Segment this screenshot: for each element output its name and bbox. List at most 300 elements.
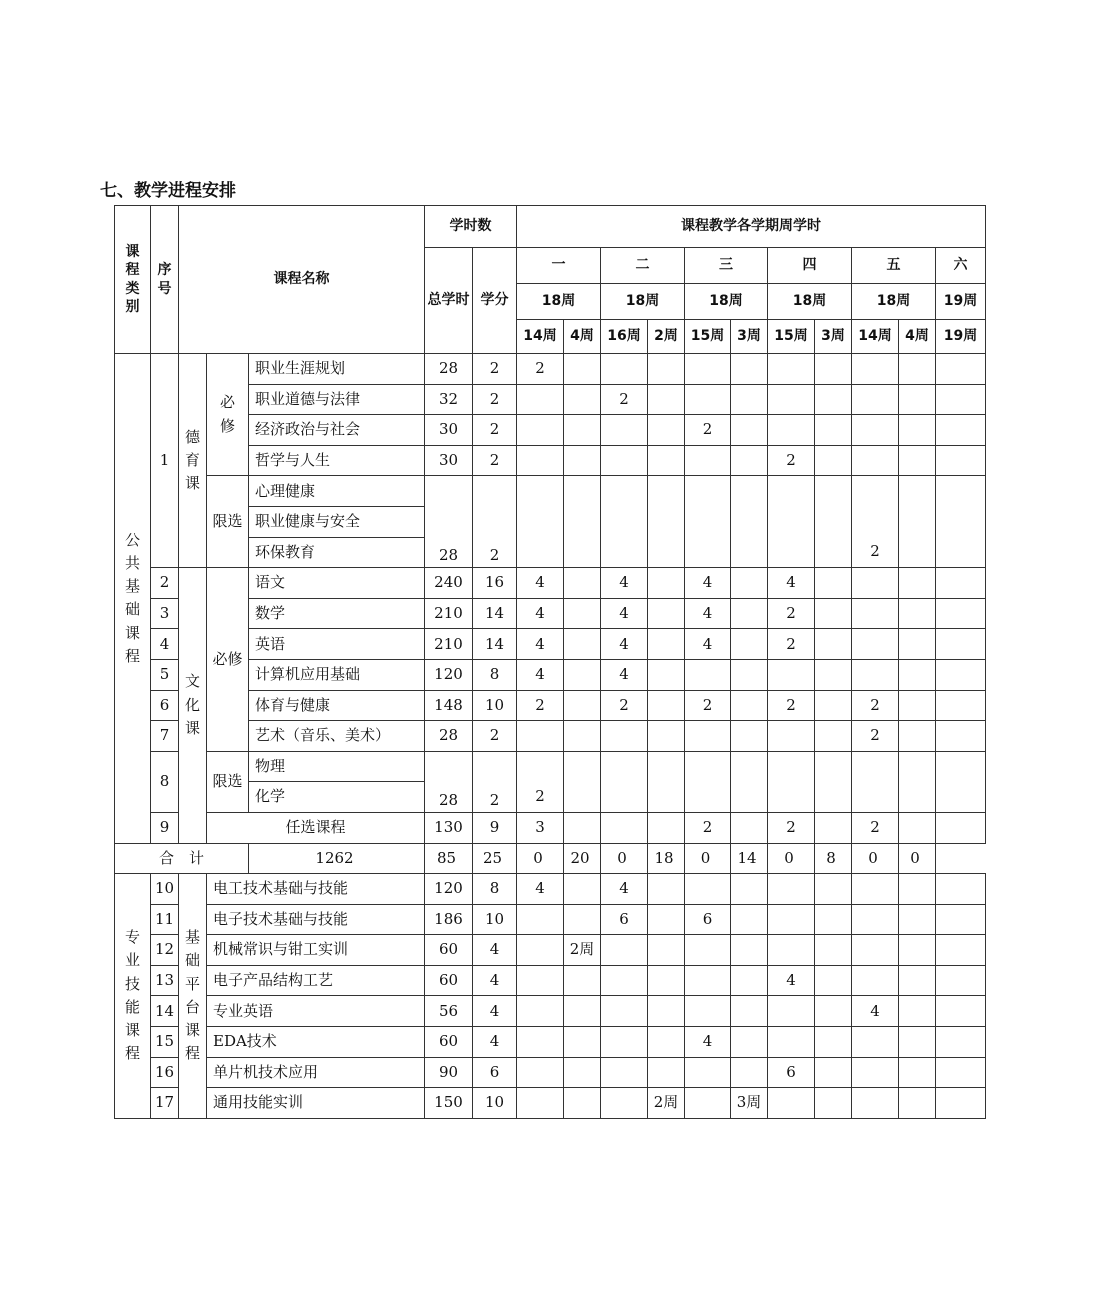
- weekly-hours-cell: [648, 659, 685, 690]
- weekly-hours-cell: [731, 384, 768, 415]
- weekly-hours-cell: 2周: [564, 935, 601, 966]
- weekly-hours-cell: [768, 537, 815, 568]
- weekly-hours-cell: [731, 537, 768, 568]
- seq-cell: 1: [151, 354, 179, 568]
- weekly-hours-cell: [648, 537, 685, 568]
- weekly-hours-cell: [852, 506, 899, 537]
- weekly-hours-cell: [685, 354, 731, 385]
- subtotal-weekly-cell: 18: [648, 843, 685, 874]
- weekly-hours-cell: [648, 751, 685, 782]
- group-culture: 文化课: [179, 568, 207, 843]
- weekly-hours-cell: [936, 935, 986, 966]
- header-semester-weeks: 18周: [768, 284, 852, 320]
- header-semester: 五: [852, 248, 936, 284]
- total-hours: 32: [425, 384, 473, 415]
- weekly-hours-cell: [685, 384, 731, 415]
- total-hours: 148: [425, 690, 473, 721]
- weekly-hours-cell: [564, 354, 601, 385]
- weekly-hours-cell: 4: [768, 965, 815, 996]
- weekly-hours-cell: [899, 1088, 936, 1119]
- course-name: 通用技能实训: [207, 1088, 425, 1119]
- course-name: 电子产品结构工艺: [207, 965, 425, 996]
- weekly-hours-cell: [517, 415, 564, 446]
- weekly-hours-cell: [899, 965, 936, 996]
- subtotal-weekly-cell: 14: [731, 843, 768, 874]
- weekly-hours-cell: 6: [601, 904, 648, 935]
- weekly-hours-cell: [815, 1027, 852, 1058]
- weekly-hours-cell: [936, 598, 986, 629]
- weekly-hours-cell: [731, 1027, 768, 1058]
- weekly-hours-cell: [852, 935, 899, 966]
- weekly-hours-cell: [899, 506, 936, 537]
- course-name: 语文: [249, 568, 425, 599]
- total-hours: 28: [425, 751, 473, 812]
- credits: 10: [473, 1088, 517, 1119]
- weekly-hours-cell: [731, 996, 768, 1027]
- total-hours: 60: [425, 965, 473, 996]
- weekly-hours-cell: 2: [601, 384, 648, 415]
- header-total-hours: 总学时: [425, 248, 473, 354]
- weekly-hours-cell: [899, 445, 936, 476]
- weekly-hours-cell: [601, 415, 648, 446]
- weekly-hours-cell: [731, 904, 768, 935]
- seq-cell: 6: [151, 690, 179, 721]
- weekly-hours-cell: [899, 996, 936, 1027]
- weekly-hours-cell: [768, 1088, 815, 1119]
- weekly-hours-cell: [517, 721, 564, 752]
- weekly-hours-cell: [731, 935, 768, 966]
- weekly-hours-cell: 2: [852, 537, 899, 568]
- weekly-hours-cell: [564, 996, 601, 1027]
- total-hours: 150: [425, 1088, 473, 1119]
- header-semester-weeks: 18周: [517, 284, 601, 320]
- weekly-hours-cell: [601, 506, 648, 537]
- weekly-hours-cell: [731, 690, 768, 721]
- weekly-hours-cell: [815, 598, 852, 629]
- weekly-hours-cell: [648, 782, 685, 813]
- subtotal-weekly-cell: 0: [899, 843, 936, 874]
- type-required: 必修: [207, 568, 249, 752]
- weekly-hours-cell: [815, 751, 852, 782]
- header-sub-weeks: 15周: [685, 320, 731, 354]
- weekly-hours-cell: [815, 874, 852, 905]
- weekly-hours-cell: [936, 537, 986, 568]
- weekly-hours-cell: [517, 506, 564, 537]
- weekly-hours-cell: [936, 384, 986, 415]
- weekly-hours-cell: [517, 476, 564, 507]
- weekly-hours-cell: [731, 874, 768, 905]
- weekly-hours-cell: [601, 1027, 648, 1058]
- weekly-hours-cell: [815, 996, 852, 1027]
- weekly-hours-cell: [731, 812, 768, 843]
- weekly-hours-cell: [899, 935, 936, 966]
- weekly-hours-cell: [852, 782, 899, 813]
- total-hours: 30: [425, 415, 473, 446]
- course-name: 职业健康与安全: [249, 506, 425, 537]
- weekly-hours-cell: [564, 537, 601, 568]
- credits: 6: [473, 1057, 517, 1088]
- weekly-hours-cell: [601, 721, 648, 752]
- group-platform: 基础平台课程: [179, 874, 207, 1119]
- credits: 2: [473, 354, 517, 385]
- weekly-hours-cell: [601, 965, 648, 996]
- weekly-hours-cell: [564, 904, 601, 935]
- subtotal-weekly-cell: 8: [815, 843, 852, 874]
- weekly-hours-cell: [768, 384, 815, 415]
- weekly-hours-cell: [731, 965, 768, 996]
- table-row: [115, 935, 986, 966]
- weekly-hours-cell: [648, 384, 685, 415]
- weekly-hours-cell: [731, 721, 768, 752]
- total-hours: 28: [425, 476, 473, 568]
- weekly-hours-cell: [899, 751, 936, 782]
- weekly-hours-cell: 4: [768, 568, 815, 599]
- weekly-hours-cell: [768, 782, 815, 813]
- weekly-hours-cell: [768, 1027, 815, 1058]
- weekly-hours-cell: [564, 476, 601, 507]
- table-row: [115, 751, 986, 782]
- header-sub-weeks: 19周: [936, 320, 986, 354]
- weekly-hours-cell: 4: [601, 568, 648, 599]
- total-hours: 240: [425, 568, 473, 599]
- weekly-hours-cell: [852, 1027, 899, 1058]
- course-name: 环保教育: [249, 537, 425, 568]
- weekly-hours-cell: 3: [517, 812, 564, 843]
- credits: 10: [473, 904, 517, 935]
- weekly-hours-cell: [768, 354, 815, 385]
- weekly-hours-cell: [731, 445, 768, 476]
- weekly-hours-cell: [899, 384, 936, 415]
- seq-cell: 3: [151, 598, 179, 629]
- course-name: 化学: [249, 782, 425, 813]
- weekly-hours-cell: [517, 935, 564, 966]
- type-required: 必修: [207, 354, 249, 476]
- weekly-hours-cell: [815, 904, 852, 935]
- weekly-hours-cell: 2: [517, 782, 564, 813]
- weekly-hours-cell: [648, 874, 685, 905]
- subtotal-weekly-cell: 0: [852, 843, 899, 874]
- weekly-hours-cell: [936, 965, 986, 996]
- subtotal-weekly-cell: 0: [601, 843, 648, 874]
- weekly-hours-cell: [648, 598, 685, 629]
- subtotal-total-hours: 1262: [249, 843, 425, 874]
- weekly-hours-cell: [601, 1088, 648, 1119]
- weekly-hours-cell: [601, 996, 648, 1027]
- weekly-hours-cell: [899, 904, 936, 935]
- credits: 10: [473, 690, 517, 721]
- total-hours: 186: [425, 904, 473, 935]
- weekly-hours-cell: [852, 384, 899, 415]
- weekly-hours-cell: [815, 384, 852, 415]
- table-row: [115, 812, 986, 843]
- weekly-hours-cell: 2周: [648, 1088, 685, 1119]
- table-row: [115, 965, 986, 996]
- weekly-hours-cell: [815, 1057, 852, 1088]
- credits: 2: [473, 751, 517, 812]
- weekly-hours-cell: [936, 659, 986, 690]
- weekly-hours-cell: [936, 506, 986, 537]
- header-semester: 一: [517, 248, 601, 284]
- credits: 4: [473, 935, 517, 966]
- credits: 8: [473, 659, 517, 690]
- weekly-hours-cell: [685, 1088, 731, 1119]
- table-row: [115, 874, 986, 905]
- weekly-hours-cell: [852, 904, 899, 935]
- table-row: [115, 476, 986, 507]
- credits: 2: [473, 415, 517, 446]
- weekly-hours-cell: [899, 782, 936, 813]
- weekly-hours-cell: [815, 812, 852, 843]
- weekly-hours-cell: [936, 812, 986, 843]
- weekly-hours-cell: [936, 904, 986, 935]
- header-sub-weeks: 14周: [852, 320, 899, 354]
- weekly-hours-cell: [517, 384, 564, 415]
- weekly-hours-cell: [564, 506, 601, 537]
- weekly-hours-cell: [564, 568, 601, 599]
- weekly-hours-cell: [768, 751, 815, 782]
- header-sub-weeks: 15周: [768, 320, 815, 354]
- total-hours: 56: [425, 996, 473, 1027]
- weekly-hours-cell: [564, 782, 601, 813]
- weekly-hours-cell: 4: [517, 659, 564, 690]
- weekly-hours-cell: [564, 445, 601, 476]
- subtotal-weekly-cell: 0: [517, 843, 564, 874]
- weekly-hours-cell: [601, 537, 648, 568]
- weekly-hours-cell: [936, 1088, 986, 1119]
- weekly-hours-cell: [899, 659, 936, 690]
- weekly-hours-cell: [815, 506, 852, 537]
- weekly-hours-cell: 2: [768, 690, 815, 721]
- weekly-hours-cell: [517, 996, 564, 1027]
- weekly-hours-cell: [815, 629, 852, 660]
- weekly-hours-cell: [564, 415, 601, 446]
- weekly-hours-cell: [815, 782, 852, 813]
- weekly-hours-cell: [936, 721, 986, 752]
- seq-cell: 8: [151, 751, 179, 812]
- weekly-hours-cell: [564, 1027, 601, 1058]
- weekly-hours-cell: [731, 506, 768, 537]
- category-public-basic: 公共基础课程: [115, 354, 151, 844]
- weekly-hours-cell: 4: [685, 1027, 731, 1058]
- weekly-hours-cell: [648, 721, 685, 752]
- table-row: [115, 1088, 986, 1119]
- weekly-hours-cell: 6: [685, 904, 731, 935]
- weekly-hours-cell: [936, 1027, 986, 1058]
- header-sub-weeks: 2周: [648, 320, 685, 354]
- weekly-hours-cell: [685, 935, 731, 966]
- header-hours-group: 学时数: [425, 206, 517, 248]
- table-row: [115, 1027, 986, 1058]
- credits: 9: [473, 812, 517, 843]
- weekly-hours-cell: [685, 782, 731, 813]
- seq-cell: 16: [151, 1057, 179, 1088]
- weekly-hours-cell: [731, 659, 768, 690]
- course-name: 哲学与人生: [249, 445, 425, 476]
- weekly-hours-cell: [685, 1057, 731, 1088]
- weekly-hours-cell: [852, 1088, 899, 1119]
- weekly-hours-cell: [685, 965, 731, 996]
- weekly-hours-cell: [815, 476, 852, 507]
- course-name: 经济政治与社会: [249, 415, 425, 446]
- weekly-hours-cell: [936, 445, 986, 476]
- weekly-hours-cell: [899, 812, 936, 843]
- weekly-hours-cell: [564, 690, 601, 721]
- course-name: 电工技术基础与技能: [207, 874, 425, 905]
- total-hours: 90: [425, 1057, 473, 1088]
- credits: 2: [473, 476, 517, 568]
- seq-cell: 13: [151, 965, 179, 996]
- header-sub-weeks: 3周: [815, 320, 852, 354]
- table-row: [115, 996, 986, 1027]
- table-row: [115, 354, 986, 385]
- total-hours: 60: [425, 1027, 473, 1058]
- weekly-hours-cell: [899, 690, 936, 721]
- weekly-hours-cell: [731, 782, 768, 813]
- weekly-hours-cell: [899, 415, 936, 446]
- credits: 4: [473, 1027, 517, 1058]
- weekly-hours-cell: [648, 996, 685, 1027]
- weekly-hours-cell: [852, 629, 899, 660]
- total-hours: 120: [425, 659, 473, 690]
- total-hours: 30: [425, 445, 473, 476]
- weekly-hours-cell: [648, 1027, 685, 1058]
- weekly-hours-cell: [936, 996, 986, 1027]
- subtotal-weekly-cell: 0: [768, 843, 815, 874]
- weekly-hours-cell: [564, 965, 601, 996]
- weekly-hours-cell: 4: [517, 598, 564, 629]
- weekly-hours-cell: [601, 935, 648, 966]
- weekly-hours-cell: [815, 537, 852, 568]
- weekly-hours-cell: [564, 721, 601, 752]
- weekly-hours-cell: 4: [685, 568, 731, 599]
- weekly-hours-cell: [685, 537, 731, 568]
- table-row: [115, 904, 986, 935]
- weekly-hours-cell: [815, 965, 852, 996]
- weekly-hours-cell: [601, 751, 648, 782]
- weekly-hours-cell: 2: [517, 354, 564, 385]
- weekly-hours-cell: 4: [852, 996, 899, 1027]
- header-weekly-group: 课程教学各学期周学时: [517, 206, 986, 248]
- header-category: 课程类别: [115, 206, 151, 354]
- weekly-hours-cell: 2: [768, 598, 815, 629]
- header-semester: 二: [601, 248, 685, 284]
- header-semester-weeks: 18周: [601, 284, 685, 320]
- total-hours: 130: [425, 812, 473, 843]
- weekly-hours-cell: [731, 568, 768, 599]
- header-sub-weeks: 14周: [517, 320, 564, 354]
- credits: 2: [473, 721, 517, 752]
- weekly-hours-cell: [852, 751, 899, 782]
- header-sub-weeks: 4周: [899, 320, 936, 354]
- weekly-hours-cell: [648, 812, 685, 843]
- weekly-hours-cell: [648, 476, 685, 507]
- credits: 4: [473, 996, 517, 1027]
- weekly-hours-cell: [899, 568, 936, 599]
- course-name: 物理: [249, 751, 425, 782]
- weekly-hours-cell: [648, 415, 685, 446]
- weekly-hours-cell: [731, 751, 768, 782]
- weekly-hours-cell: [648, 935, 685, 966]
- weekly-hours-cell: [648, 629, 685, 660]
- credits: 2: [473, 384, 517, 415]
- weekly-hours-cell: [648, 445, 685, 476]
- credits: 2: [473, 445, 517, 476]
- weekly-hours-cell: 4: [517, 874, 564, 905]
- course-name: 心理健康: [249, 476, 425, 507]
- weekly-hours-cell: [899, 1057, 936, 1088]
- seq-cell: 4: [151, 629, 179, 660]
- subtotal-weekly-cell: 25: [473, 843, 517, 874]
- course-name: 任选课程: [207, 812, 425, 843]
- header-semester: 六: [936, 248, 986, 284]
- header-semester-weeks: 18周: [685, 284, 768, 320]
- weekly-hours-cell: [936, 874, 986, 905]
- header-semester-weeks: 19周: [936, 284, 986, 320]
- header-sub-weeks: 3周: [731, 320, 768, 354]
- weekly-hours-cell: [852, 415, 899, 446]
- weekly-hours-cell: [564, 629, 601, 660]
- weekly-hours-cell: [899, 721, 936, 752]
- weekly-hours-cell: [685, 506, 731, 537]
- weekly-hours-cell: 2: [768, 445, 815, 476]
- weekly-hours-cell: [936, 782, 986, 813]
- seq-cell: 5: [151, 659, 179, 690]
- subtotal-credits: 85: [425, 843, 473, 874]
- total-hours: 120: [425, 874, 473, 905]
- weekly-hours-cell: 4: [601, 598, 648, 629]
- course-name: 专业英语: [207, 996, 425, 1027]
- weekly-hours-cell: [564, 1057, 601, 1088]
- seq-cell: 9: [151, 812, 179, 843]
- weekly-hours-cell: [517, 1057, 564, 1088]
- weekly-hours-cell: 6: [768, 1057, 815, 1088]
- weekly-hours-cell: 2: [768, 629, 815, 660]
- weekly-hours-cell: [815, 690, 852, 721]
- weekly-hours-cell: [936, 751, 986, 782]
- weekly-hours-cell: [815, 1088, 852, 1119]
- weekly-hours-cell: 4: [517, 568, 564, 599]
- weekly-hours-cell: 2: [852, 812, 899, 843]
- teaching-schedule-table: [114, 205, 986, 1119]
- weekly-hours-cell: [564, 384, 601, 415]
- weekly-hours-cell: [648, 568, 685, 599]
- weekly-hours-cell: [731, 598, 768, 629]
- weekly-hours-cell: 3周: [731, 1088, 768, 1119]
- weekly-hours-cell: [852, 659, 899, 690]
- weekly-hours-cell: [648, 690, 685, 721]
- weekly-hours-cell: [648, 1057, 685, 1088]
- weekly-hours-cell: [815, 568, 852, 599]
- weekly-hours-cell: [815, 935, 852, 966]
- course-name: 英语: [249, 629, 425, 660]
- header-seq: 序号: [151, 206, 179, 354]
- header-sub-weeks: 4周: [564, 320, 601, 354]
- weekly-hours-cell: [768, 415, 815, 446]
- weekly-hours-cell: [852, 476, 899, 507]
- course-name: EDA技术: [207, 1027, 425, 1058]
- table-row: [115, 843, 986, 874]
- total-hours: 28: [425, 721, 473, 752]
- weekly-hours-cell: [852, 354, 899, 385]
- weekly-hours-cell: [899, 629, 936, 660]
- course-name: 职业道德与法律: [249, 384, 425, 415]
- weekly-hours-cell: [564, 659, 601, 690]
- subtotal-weekly-cell: 20: [564, 843, 601, 874]
- section-title: 七、教学进程安排: [100, 181, 236, 201]
- seq-cell: 11: [151, 904, 179, 935]
- weekly-hours-cell: [936, 568, 986, 599]
- weekly-hours-cell: [517, 1027, 564, 1058]
